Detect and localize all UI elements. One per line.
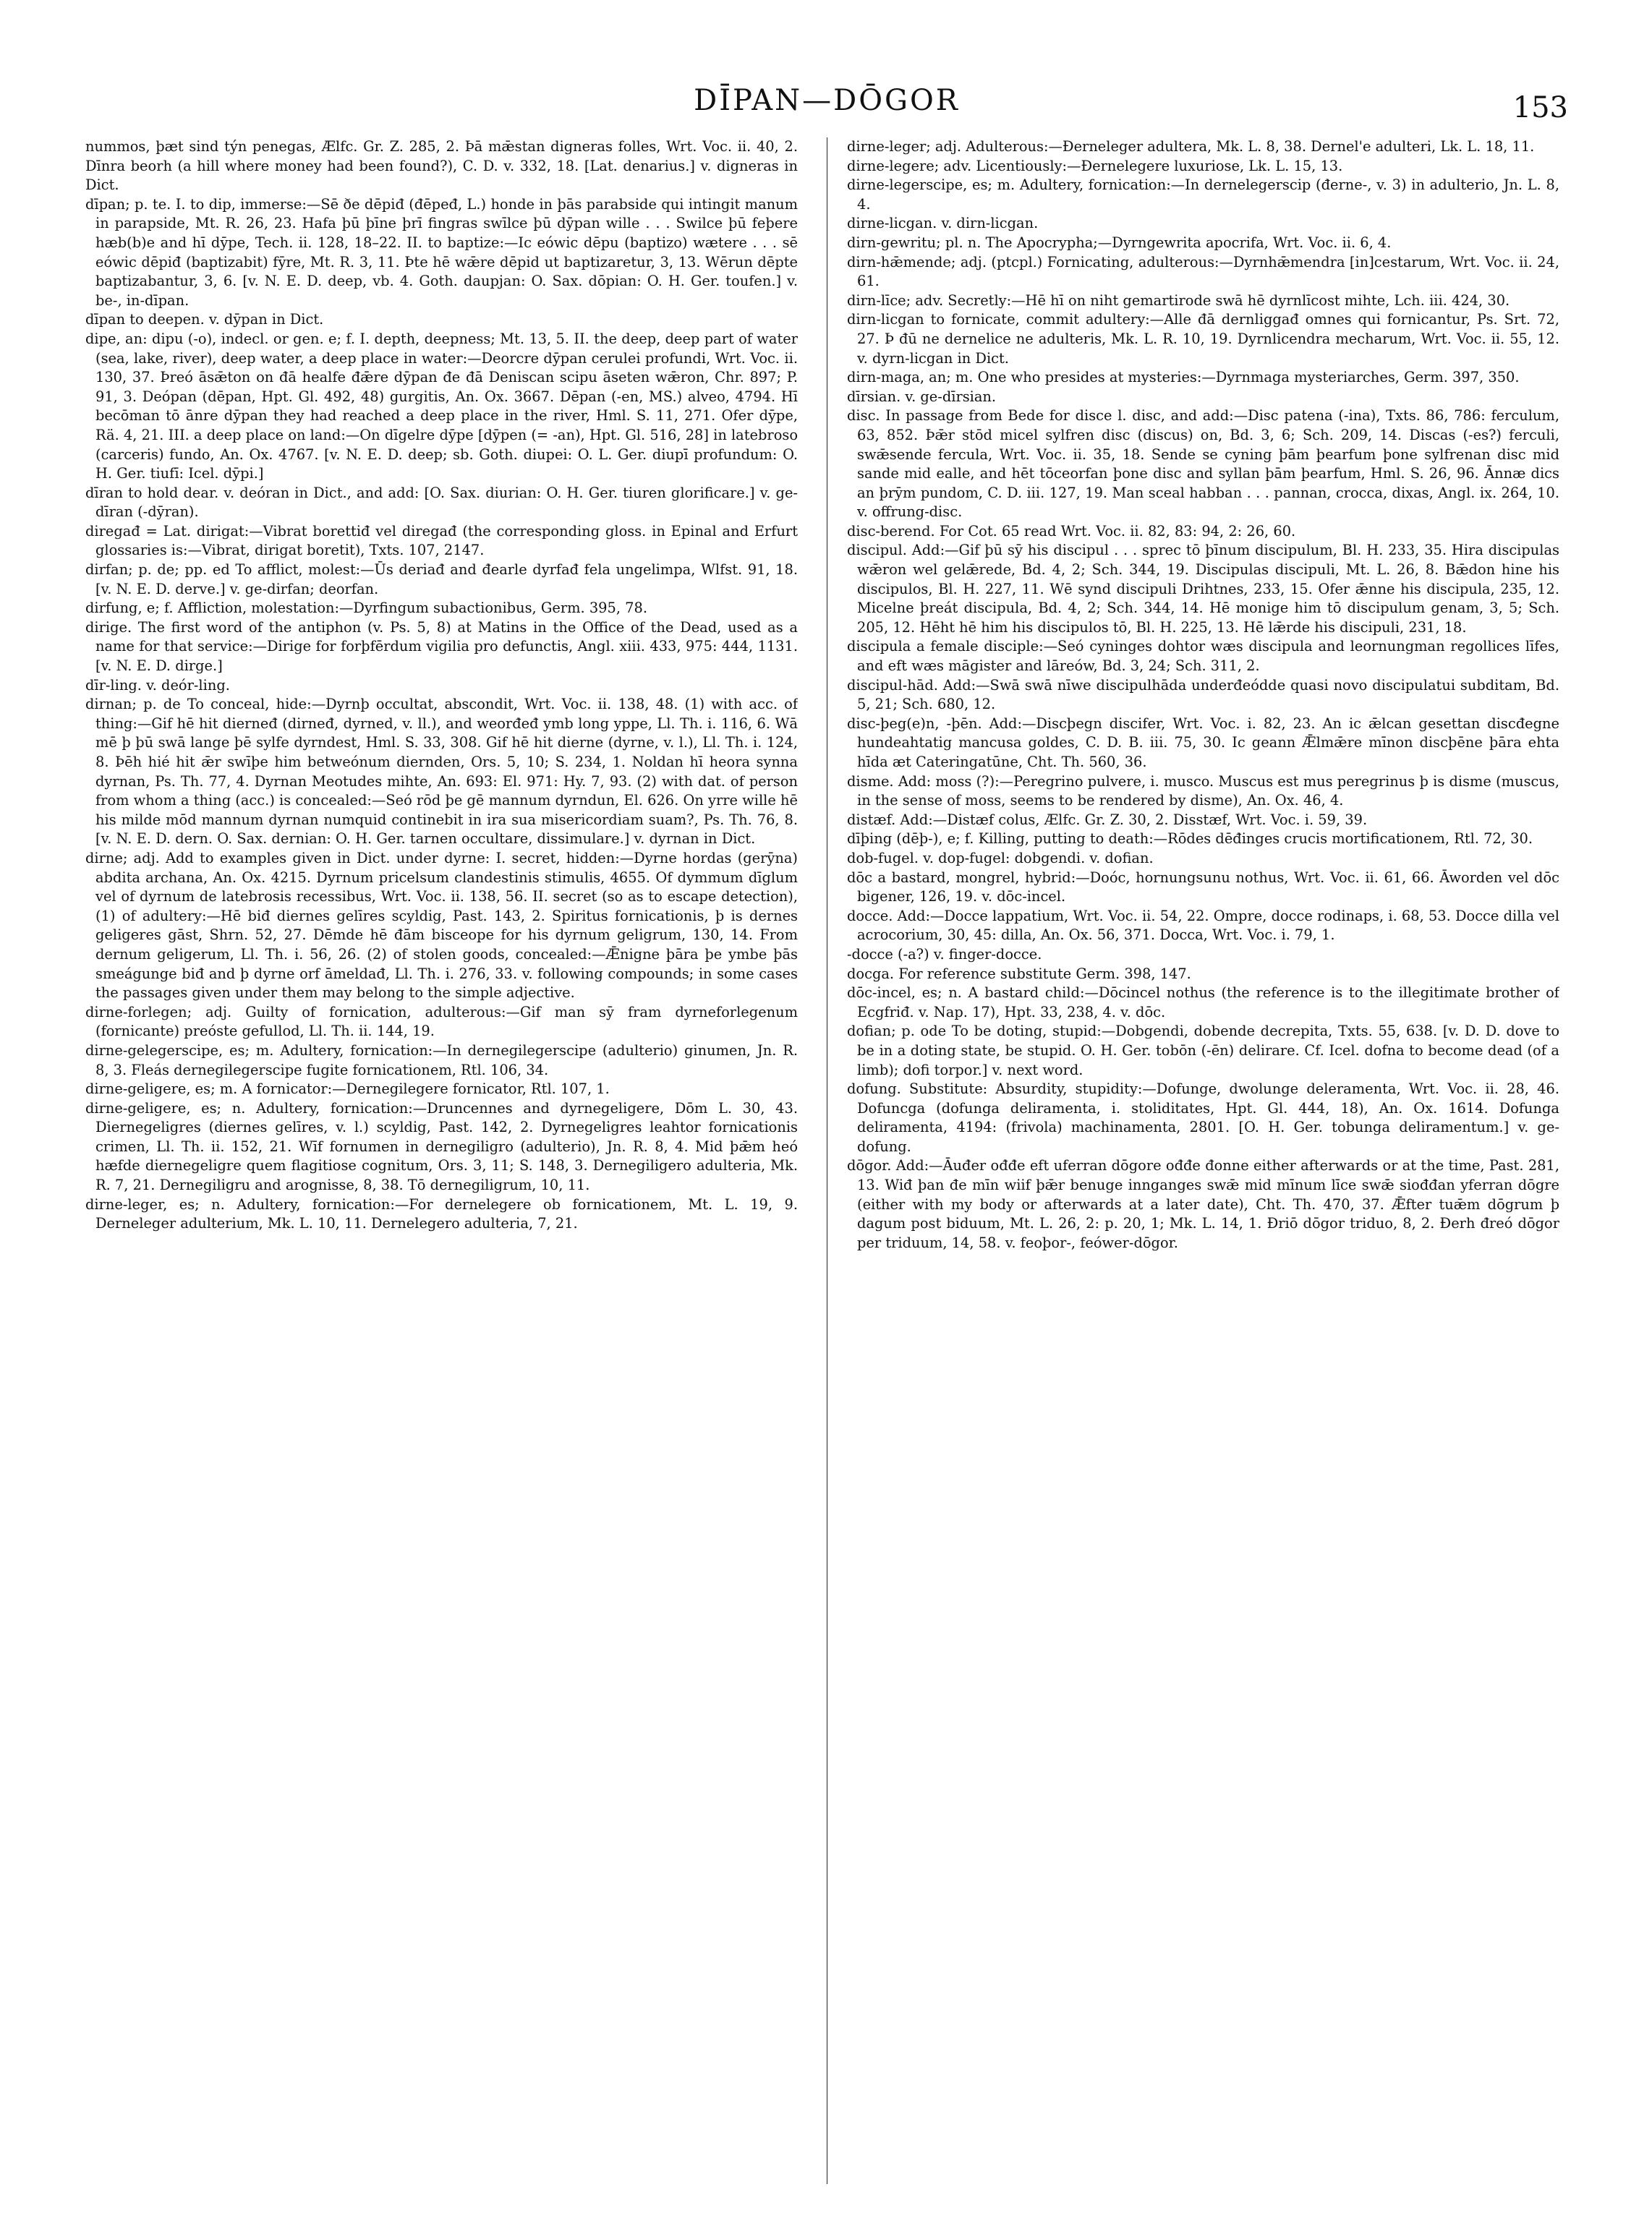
dictionary-entry: -docce (-a?) v. finger-docce. (847, 945, 1042, 963)
dictionary-entry: discipula a female disciple:—Seó cyninges dohtor wæs discipula and leornungman regollices līfes, and eft wæs māgister and lāreów, Bd. 3, 24; Sch. 311, 2. (847, 638, 1559, 675)
dictionary-page (85, 78, 1568, 2190)
entry-columns (85, 137, 1568, 2184)
dictionary-entry: disc-þeg(e)n, -þēn. Add:—Discþegn discifer, Wrt. Voc. i. 82, 23. An ic ǣlcan gesettan discđegne hundeahtatig mancusa goldes, C. D. B. iii. 75, 30. Ic geann Ǣlmǣre mīnon discþēne þāra ehta hīda æt Cateringatūne, Cht. Th. 560, 36. (847, 715, 1559, 770)
dictionary-entry: dofian; p. ode To be doting, stupid:—Dobgendi, dobende decrepita, Txts. 55, 638. [v. D. D. dove to be in a doting state, be stupid. O. H. Ger. tobōn (-ēn) delirare. Cf. Icel. dofna to become dead (of a limb); dofi torpor.] v. next word. (847, 1023, 1559, 1078)
dictionary-entry: docga. For reference substitute Germ. 398, 147. (847, 965, 1191, 982)
dictionary-entry: dofung. Substitute: Absurdity, stupidity:—Dofunge, dwolunge deleramenta, Wrt. Voc. ii. 28, 46. Dofuncga (dofunga deliramenta, i. stoliditates, Hpt. Gl. 444, 18), An. Ox. 1614. Dofunga deliramenta, 4194: (frivola) machinamenta, 2801. [O. H. Ger. tobunga deliramentum.] v. ge-dofung. (847, 1080, 1559, 1155)
dictionary-entry: dōc-incel, es; n. A bastard child:—Dōcincel nothus (the reference is to the illegitimate brother of Ecgfriđ. v. Nap. 17), Hpt. 33, 238, 4. v. dōc. (847, 984, 1559, 1020)
dictionary-entry: dīpan to deepen. v. dȳpan in Dict. (85, 311, 324, 328)
dictionary-entry: dirne-legere; adv. Licentiously:—Đernelegere luxuriose, Lk. L. 15, 13. (847, 157, 1343, 174)
dictionary-entry: nummos, þæt sind týn penegas, Ælfc. Gr. Z. 285, 2. Þā mǣstan digneras folles, Wrt. Voc. ii. 40, 2. Dīnra beorh (a hill where money had been found?), C. D. v. 332, 18. [Lat. denarius.] v. digneras in Dict. (85, 138, 798, 194)
dictionary-entry: dirne; adj. Add to examples given in Dict. under dyrne: I. secret, hidden:—Dyrne hordas (gerȳna) abdita archana, An. Ox. 4215. Dyrnum pricelsum clandestinis stimulis, 4655. Of dymmum dīglum vel of dyrnum de latebrosis recessibus, Wrt. Voc. ii. 138, 56. II. secret (so as to escape detection), (1) of adultery:—Hē biđ diernes gelīres scyldig, Past. 143, 2. Spiritus fornicationis, þ is dernes geligeres gāst, Shrn. 52, 27. Dēmde hē đām bisceope for his dyrnum geligrum, 130, 14. From dernum geligerum, Ll. Th. i. 56, 26. (2) of stolen goods, concealed:—Ǣnigne þāra þe ymbe þās smeágunge biđ and þ dyrne orf āmeldađ, Ll. Th. i. 276, 33. v. following compounds; in some cases the passages given under them may belong to the simple adjective. (85, 849, 798, 1002)
right-column (847, 137, 1559, 2184)
dictionary-entry: dirn-līce; adv. Secretly:—Hē hī on niht gemartirode swā hē dyrnlīcost mihte, Lch. iii. 424, 30. (847, 291, 1510, 309)
dictionary-entry: discipul-hād. Add:—Swā swā nīwe discipulhāda underđeódde quasi novo discipulatui subditam, Bd. 5, 21; Sch. 680, 12. (847, 676, 1559, 713)
dictionary-entry: dob-fugel. v. dop-fugel: dobgendi. v. dofian. (847, 849, 1154, 866)
dictionary-entry: dirnan; p. de To conceal, hide:—Dyrnþ occultat, abscondit, Wrt. Voc. ii. 138, 48. (1) with acc. of thing:—Gif hē hit dierneđ (dirneđ, dyrned, v. ll.), and weorđeđ ymb long yppe, Ll. Th. i. 116, 6. Wā mē þ þū swā lange þē sylfe dyrndest, Hml. S. 33, 308. Gif hē hit dierne (dyrne, v. l.), Ll. Th. i. 124, 8. Þēh hié hit ǣr swīþe him betweónum diernden, Ors. 5, 10; S. 234, 1. Noldan hī heora synna dyrnan, Ps. Th. 77, 4. Dyrnan Meotudes mihte, An. 693: El. 971: Hy. 7, 93. (2) with dat. of person from whom a thing (acc.) is concealed:—Seó rōd þe gē mannum dyrndun, El. 626. On yrre wille hē his milde mōd mannum dyrnan numquid continebit in ira sua misericordiam suam?, Ps. Th. 76, 8. [v. N. E. D. dern. O. Sax. dernian: O. H. Ger. tarnen occultare, dissimulare.] v. dyrnan in Dict. (85, 696, 798, 848)
dictionary-entry: dirne-leger; adj. Adulterous:—Đerneleger adultera, Mk. L. 8, 38. Dernel'e adulteri, Lk. L. 18, 11. (847, 138, 1535, 155)
dictionary-entry: dirige. The first word of the antiphon (v. Ps. 5, 8) at Matins in the Office of the Dead, used as a name for that service:—Dirige for forþfērdum vigilia pro defunctis, Angl. xiii. 433, 975: 444, 1131. [v. N. E. D. dirge.] (85, 618, 798, 675)
dictionary-entry: dirn-licgan to fornicate, commit adultery:—Alle đā dernliggađ omnes qui fornicantur, Ps. Srt. 72, 27. Þ đū ne dernelice ne adulteris, Mk. L. R. 10, 19. Dyrnlicendra mecharum, Wrt. Voc. ii. 55, 12. v. dyrn-licgan in Dict. (847, 311, 1559, 367)
left-column (85, 137, 798, 2184)
dictionary-entry: diregađ = Lat. dirigat:—Vibrat borettiđ vel diregađ (the corresponding gloss. in Epinal and Erfurt glossaries is:—Vibrat, dirigat boretit), Txts. 107, 2147. (85, 522, 798, 559)
page-title: DĪPAN—DŌGOR (694, 84, 960, 117)
dictionary-entry: dirn-gewritu; pl. n. The Apocrypha;—Dyrngewrita apocrifa, Wrt. Voc. ii. 6, 4. (847, 234, 1392, 251)
page-number: 153 (1512, 91, 1568, 124)
dictionary-entry: dīrsian. v. ge-dīrsian. (847, 388, 997, 405)
dictionary-entry: distæf. Add:—Distæf colus, Ælfc. Gr. Z. 30, 2. Disstæf, Wrt. Voc. i. 59, 39. (847, 811, 1368, 828)
dictionary-entry: dīpan; p. te. I. to dip, immerse:—Sē ðe dēpiđ (đēpeđ, L.) honde in þās parabside qui intingit manum in parapside, Mt. R. 26, 23. Hafa þū þīne þrī fingras swīlce þū dȳpan wille . . . Swilce þū feþere hæb(b)e and hī dȳpe, Tech. ii. 128, 18–22. II. to baptize:—Ic eówic dēpu (baptizo) wætere . . . sē eówic dēpiđ (baptizabit) fȳre, Mt. R. 3, 11. Þte hē wǣre dēpid ut baptizaretur, 3, 13. Wērun dēpte baptizabantur, 3, 6. [v. N. E. D. deep, vb. 4. Goth. daupjan: O. Sax. dōpian: O. H. Ger. toufen.] v. be-, in-dīpan. (85, 195, 798, 309)
dictionary-entry: dīþing (dēþ-), e; f. Killing, putting to death:—Rōdes dēđinges crucis mortificationem, Rtl. 72, 30. (847, 830, 1533, 848)
dictionary-entry: dōgor. Add:—Āuđer ođđe eft uferran dōgore ođđe đonne either afterwards or at the time, Past. 281, 13. Wiđ þan đe mīn wiif þǣr benuge innganges swǣ mid mīnum līce swǣ siođđan yferran dōgre (either with my body or afterwards at a later date), Cht. Th. 470, 37. Ǣfter tuǣm dōgrum þ dagum post biduum, Mt. L. 26, 2: p. 20, 1; Mk. L. 14, 1. Đriō dōgor triduo, 8, 2. Đerh đreó dōgor per triduum, 14, 58. v. feoþor-, feówer-dōgor. (847, 1157, 1559, 1251)
dictionary-entry: dirn-maga, an; m. One who presides at mysteries:—Dyrnmaga mysteriarches, Germ. 397, 350. (847, 369, 1520, 386)
dictionary-entry: dirfung, e; f. Affliction, molestation:—Dyrfingum subactionibus, Germ. 395, 78. (85, 600, 647, 617)
dictionary-entry: dipe, an: dipu (-o), indecl. or gen. e; f. I. depth, deepness; Mt. 13, 5. II. the deep, deep part of water (sea, lake, river), deep water, a deep place in water:—Deorcre dȳpan cerulei profundi, Wrt. Voc. ii. 130, 37. Þreó āsǣton on đā healfe đǣre dȳpan đe đā Deniscan scipu āseten wǣron, Chr. 897; P. 91, 3. Deópan (dēpan, Hpt. Gl. 492, 48) gurgitis, An. Ox. 3667. Dēpan (-en, MS.) alveo, 4794. Hī becōman tō ānre dȳpan they had reached a deep place in the river, Hml. S. 11, 271. Ofer dȳpe, Rä. 4, 21. III. a deep place on land:—On dīgelre dȳpe [dȳpen (= -an), Hpt. Gl. 516, 28] in latebroso (carceris) fundo, An. Ox. 4767. [v. N. E. D. deep; sb. Goth. diupei: O. L. Ger. diupī profundum: O. H. Ger. tiufī: Icel. dȳpi.] (85, 330, 798, 482)
dictionary-entry: dīran to hold dear. v. deóran in Dict., and add: [O. Sax. diurian: O. H. Ger. tiuren glorificare.] v. ge-dīran (-dȳran). (85, 484, 798, 521)
dictionary-entry: disc. In passage from Bede for disce l. disc, and add:—Disc patena (-ina), Txts. 86, 786: ferculum, 63, 852. Þǣr stōd micel sylfren disc (discus) on, Bd. 3, 6; Sch. 209, 14. Discas (-es?) ferculi, swǣsende fercula, Wrt. Voc. ii. 35, 18. Sende se cyning þām þearfum þone sylfrenan disc mid sande mid ealle, and hēt tōceorfan þone disc and syllan þām þearfum, Hml. S. 26, 96. Ānnæ dics an þrȳm pundom, C. D. iii. 127, 19. Man sceal habban . . . pannan, crocca, dixas, Angl. ix. 264, 10. v. offrung-disc. (847, 407, 1559, 521)
dictionary-entry: dirne-forlegen; adj. Guilty of fornication, adulterous:—Gif man sȳ fram dyrneforlegenum (fornicante) preóste gefullod, Ll. Th. ii. 144, 19. (85, 1003, 798, 1040)
dictionary-entry: dirne-gelegerscipe, es; m. Adultery, fornication:—In dernegilegerscipe (adulterio) ginumen, Jn. R. 8, 3. Fleás dernegilegerscipe fugite fornicationem, Rtl. 106, 34. (85, 1041, 798, 1078)
dictionary-entry: dirne-geligere, es; n. Adultery, fornication:—Druncennes and dyrnegeligere, Dōm L. 30, 43. Diernegeligres (diernes gelīres, v. l.) scyldig, Past. 142, 2. Dyrnegeligres leahtor fornicationis crimen, Ll. Th. ii. 152, 21. Wīf fornumen in dernegiligro (adulterio), Jn. R. 8, 4. Mid þǣm heó hæfde diernegeligre quem flagitiose cognitum, Ors. 3, 11; S. 148, 3. Dernegiligero adulteria, Mk. R. 7, 21. Dernegiligru and arognisse, 8, 38. Tō dernegiligrum, 10, 11. (85, 1099, 798, 1194)
dictionary-entry: dirn-hǣmende; adj. (ptcpl.) Fornicating, adulterous:—Dyrnhǣmendra [in]cestarum, Wrt. Voc. ii. 24, 61. (847, 253, 1559, 290)
dictionary-entry: dirfan; p. de; pp. ed To afflict, molest:—Ūs deriađ and đearle dyrfađ fela ungelimpa, Wlfst. 91, 18. [v. N. E. D. derve.] v. ge-dirfan; deorfan. (85, 561, 798, 597)
dictionary-entry: dirne-licgan. v. dirn-licgan. (847, 215, 1039, 232)
dictionary-entry: dirne-geligere, es; m. A fornicator:—Dernegilegere fornicator, Rtl. 107, 1. (85, 1080, 610, 1098)
dictionary-entry: docce. Add:—Docce lappatium, Wrt. Voc. ii. 54, 22. Ompre, docce rodinaps, i. 68, 53. Docce dilla vel acrocorium, 30, 45: dilla, An. Ox. 56, 371. Docca, Wrt. Voc. i. 79, 1. (847, 907, 1559, 944)
dictionary-entry: disc-berend. For Cot. 65 read Wrt. Voc. ii. 82, 83: 94, 2: 26, 60. (847, 522, 1296, 540)
running-head (85, 78, 1568, 136)
dictionary-entry: dīr-ling. v. deór-ling. (85, 676, 230, 694)
dictionary-entry: disme. Add: moss (?):—Peregrino pulvere, i. musco. Muscus est mus peregrinus þ is disme (muscus, in the sense of moss, seems to be rendered by disme), An. Ox. 46, 4. (847, 772, 1559, 809)
dictionary-entry: dōc a bastard, mongrel, hybrid:—Doóc, hornungsunu nothus, Wrt. Voc. ii. 61, 66. Āworden vel dōc bigener, 126, 19. v. dōc-incel. (847, 869, 1559, 905)
dictionary-entry: dirne-leger, es; n. Adultery, fornication:—For dernelegere ob fornicationem, Mt. L. 19, 9. Derneleger adulterium, Mk. L. 10, 11. Dernelegero adulteria, 7, 21. (85, 1195, 798, 1232)
dictionary-entry: dirne-legerscipe, es; m. Adultery, fornication:—In dernelegerscip (đerne-, v. 3) in adulterio, Jn. L. 8, 4. (847, 176, 1559, 213)
dictionary-entry: discipul. Add:—Gif þū sȳ his discipul . . . sprec tō þīnum discipulum, Bl. H. 233, 35. Hira discipulas wǣron wel gelǣrede, Bd. 4, 2; Sch. 344, 19. Discipulas discipuli, Mt. L. 26, 8. Bǣdon hine his discipulos, Bl. H. 227, 11. Wē synd discipuli Drihtnes, 233, 15. Ofer ǣnne his discipula, 235, 12. Micelne þreát discipula, Bd. 4, 2; Sch. 344, 14. Hē monige him tō discipulum genam, 3, 5; Sch. 205, 12. Hēht hē him his discipulos tō, Bl. H. 225, 13. Hē lǣrde his discipuli, 231, 18. (847, 542, 1559, 636)
